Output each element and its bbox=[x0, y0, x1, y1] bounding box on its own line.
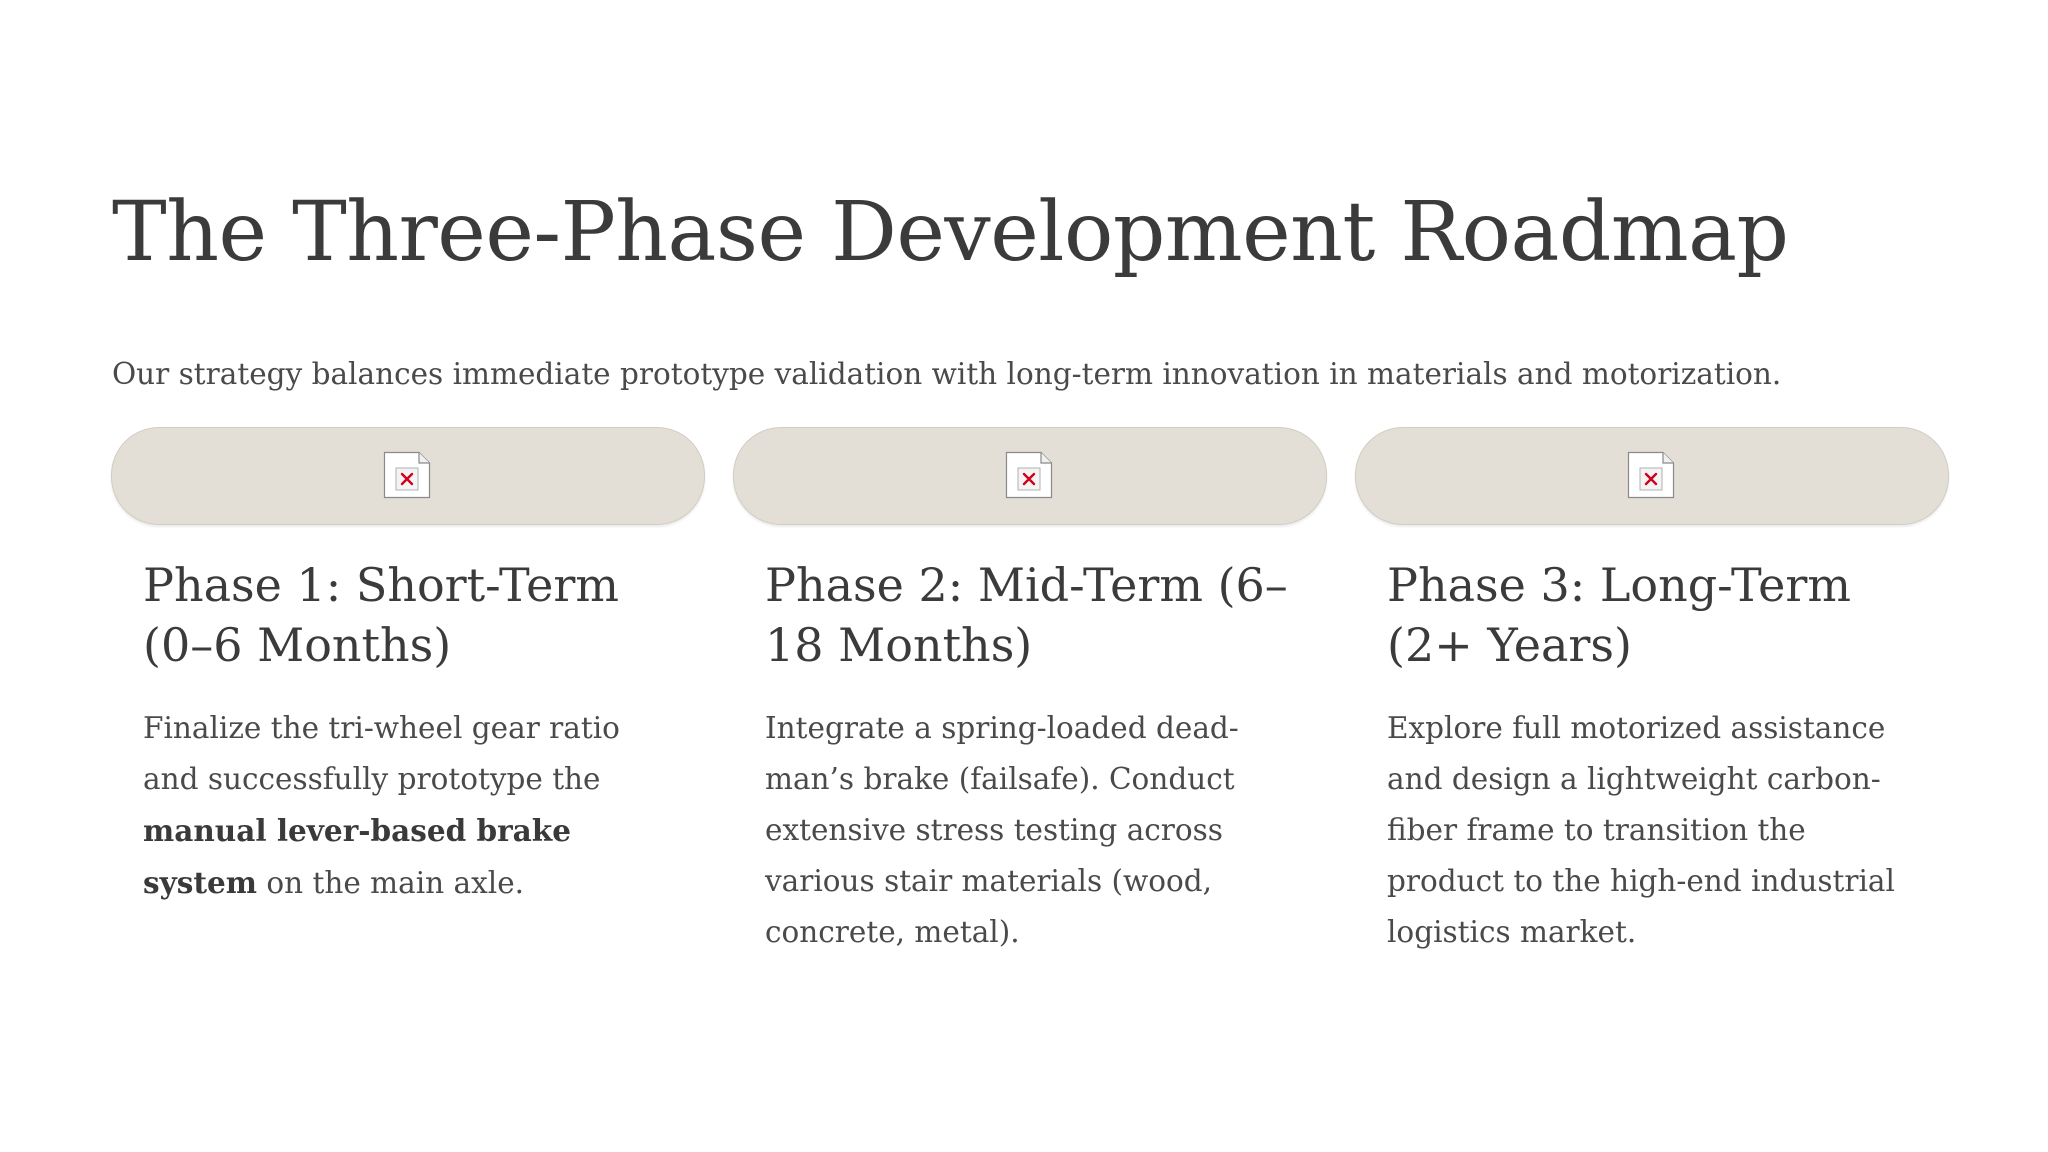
phase-description bbox=[143, 703, 683, 909]
phase-description bbox=[765, 703, 1305, 958]
phase-description bbox=[1387, 703, 1927, 958]
broken-image-icon bbox=[1627, 451, 1675, 499]
page-title: The Three-Phase Development Roadmap bbox=[112, 185, 1789, 280]
phase-description-text: on the main axle. bbox=[256, 866, 525, 900]
phase-description-emphasis: manual lever-based brake system bbox=[143, 813, 571, 900]
phase-description-text: Explore full motorized assistance and design a lightweight carbon-fiber frame to transition the product to the high-end industrial logistics market. bbox=[1387, 711, 1895, 949]
phase-cards bbox=[111, 427, 1947, 987]
phase-title: Phase 1: Short-Term (0–6 Months) bbox=[143, 558, 619, 672]
phase-title: Phase 2: Mid-Term (6–18 Months) bbox=[765, 558, 1288, 672]
broken-image-icon bbox=[1005, 451, 1053, 499]
phase-image-banner bbox=[111, 427, 705, 525]
phase-image-banner bbox=[1355, 427, 1949, 525]
phase-description-text: Integrate a spring-loaded dead-man’s brake (failsafe). Conduct extensive stress testing across various stair materials (wood, concrete, metal). bbox=[765, 711, 1239, 949]
phase-card-1 bbox=[111, 427, 705, 900]
phase-image-banner bbox=[733, 427, 1327, 525]
broken-image-icon bbox=[383, 451, 431, 499]
phase-description-text: Finalize the tri-wheel gear ratio and successfully prototype the bbox=[143, 711, 620, 796]
phase-card-3 bbox=[1355, 427, 1949, 949]
page-subtitle: Our strategy balances immediate prototype validation with long-term innovation in materials and motorization. bbox=[112, 357, 1782, 391]
phase-card-2 bbox=[733, 427, 1327, 949]
phase-title: Phase 3: Long-Term (2+ Years) bbox=[1387, 558, 1851, 672]
